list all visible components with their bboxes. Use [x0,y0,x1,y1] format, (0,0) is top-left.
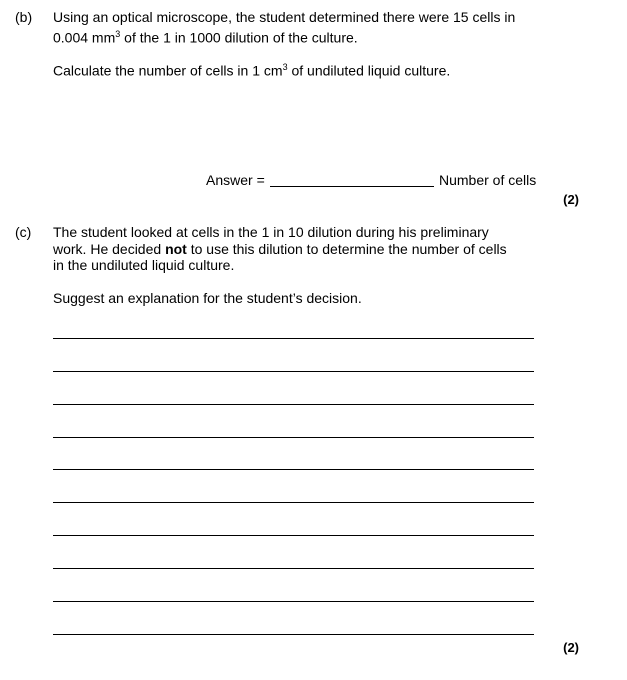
part-c-instruction: Suggest an explanation for the student’s decision. [53,290,362,306]
answer-writing-line[interactable] [53,601,534,602]
part-c-line-2-tail: to use this dilution to determine the number of cells [186,241,507,257]
answer-label: Answer = [206,172,265,188]
cubic-superscript: 3 [282,62,288,72]
cubic-superscript: 3 [115,29,121,39]
part-b-instruction-text: Calculate the number of cells in 1 cm [53,62,283,79]
answer-writing-line[interactable] [53,371,534,372]
answer-writing-line[interactable] [53,437,534,438]
answer-writing-line[interactable] [53,469,534,470]
answer-unit: Number of cells [439,172,537,188]
part-c-line-2-text: work. He decided [53,241,166,257]
part-c-label: (c) [15,224,32,240]
part-b-dilution-text: of the 1 in 1000 dilution of the culture. [120,29,358,46]
part-b-instruction-tail: of undiluted liquid culture. [287,62,451,79]
part-b-instruction [53,59,450,79]
answer-writing-line[interactable] [53,535,534,536]
answer-writing-line[interactable] [53,502,534,503]
answer-writing-line[interactable] [53,404,534,405]
part-b-marks: (2) [563,192,579,207]
answer-writing-line[interactable] [53,338,534,339]
part-c-question-line-2 [53,241,507,257]
part-b-volume-text: 0.004 mm [53,29,116,46]
part-b-question-line-1: Using an optical microscope, the student determined there were 15 cells in [53,9,516,25]
answer-writing-line[interactable] [53,568,534,569]
part-c-marks: (2) [563,640,579,655]
part-b-label: (b) [15,9,33,25]
answer-writing-line[interactable] [53,634,534,635]
part-c-question-line-1: The student looked at cells in the 1 in 10 dilution during his preliminary [53,224,489,240]
part-c-question-line-3: in the undiluted liquid culture. [53,257,235,273]
part-b-question-line-2 [53,26,358,46]
answer-input-line[interactable] [270,186,434,187]
emphasis-not: not [165,241,187,257]
